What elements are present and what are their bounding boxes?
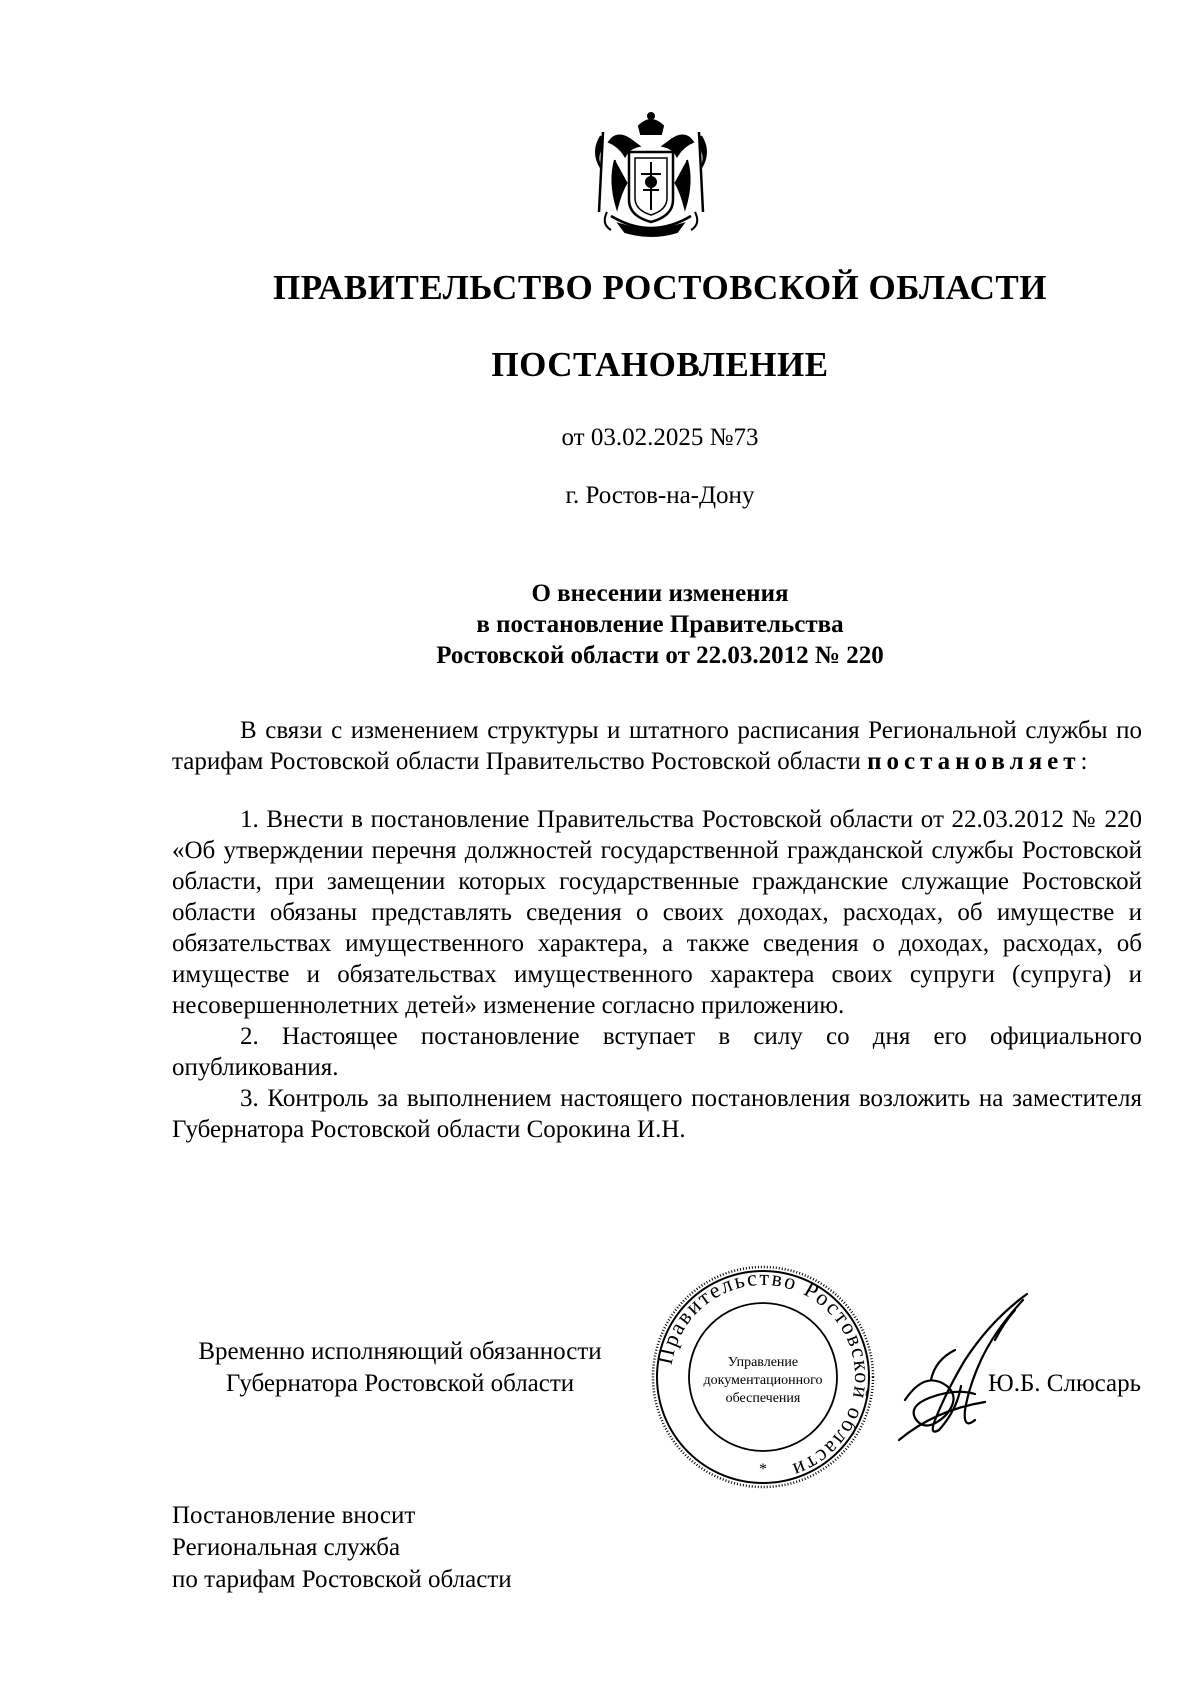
submitter-line: Постановление вносит: [172, 1502, 416, 1529]
stamp-center-line: Управление: [727, 1355, 799, 1370]
preamble-colon: :: [1080, 748, 1088, 775]
official-stamp: [648, 1262, 878, 1492]
government-title: ПРАВИТЕЛЬСТВО РОСТОВСКОЙ ОБЛАСТИ: [273, 268, 1047, 307]
signer-position-line: Временно исполняющий обязанности: [198, 1338, 602, 1365]
signature-icon: [895, 1290, 1035, 1445]
preamble-paragraph: [172, 715, 1142, 777]
signer-position: [150, 1336, 650, 1400]
document-type: ПОСТАНОВЛЕНИЕ: [491, 345, 829, 384]
submitter-block: [172, 1500, 512, 1596]
coat-of-arms-icon: [589, 112, 713, 242]
document-date-number: от 03.02.2025 №73: [561, 424, 759, 451]
preamble-text: В связи с изменением структуры и штатного расписания Региональной службы по тарифам Ростовской области Правительство Ростовской области: [172, 717, 1142, 775]
item-paragraph: 1. Внести в постановление Правительства Ростовской области от 22.03.2012 № 220 «Об утверждении перечня должностей государственной гражданской службы Ростовской области, при замещении которых государственные гражданские служащие Ростовской области обязаны представлять сведения о своих доходах, расходах, об имуществе и обязательствах имущественного характера, а также сведения о доходах, расходах, об имуществе и обязательствах имущественного характера своих супруги (супруга) и несовершеннолетних детей» изменение согласно приложению.: [172, 806, 1142, 1019]
submitter-line: Региональная служба: [172, 1534, 401, 1561]
stamp-ring-text: Правительство Ростовской области: [651, 1264, 876, 1484]
decree-word: постановляет: [867, 748, 1081, 775]
document-body: [172, 715, 1142, 1145]
stamp-center-line: обеспечения: [725, 1391, 801, 1406]
stamp-star: *: [759, 1461, 767, 1478]
submitter-line: по тарифам Ростовской области: [172, 1566, 512, 1593]
item-paragraph: 3. Контроль за выполнением настоящего постановления возложить на заместителя Губернатора Ростовской области Сорокина И.Н.: [172, 1085, 1142, 1143]
subject-line: О внесении изменения: [531, 580, 789, 607]
item-paragraph: 2. Настоящее постановление вступает в силу со дня его официального опубликования.: [172, 1023, 1142, 1081]
subject-line: в постановление Правительства: [476, 611, 844, 638]
stamp-center-line: документационного: [703, 1373, 823, 1388]
document-subject: [0, 578, 1200, 671]
document-city: г. Ростов-на-Дону: [565, 482, 755, 509]
subject-line: Ростовской области от 22.03.2012 № 220: [436, 642, 884, 669]
signer-position-line: Губернатора Ростовской области: [225, 1370, 575, 1397]
signer-name: Ю.Б. Слюсарь: [988, 1370, 1142, 1397]
